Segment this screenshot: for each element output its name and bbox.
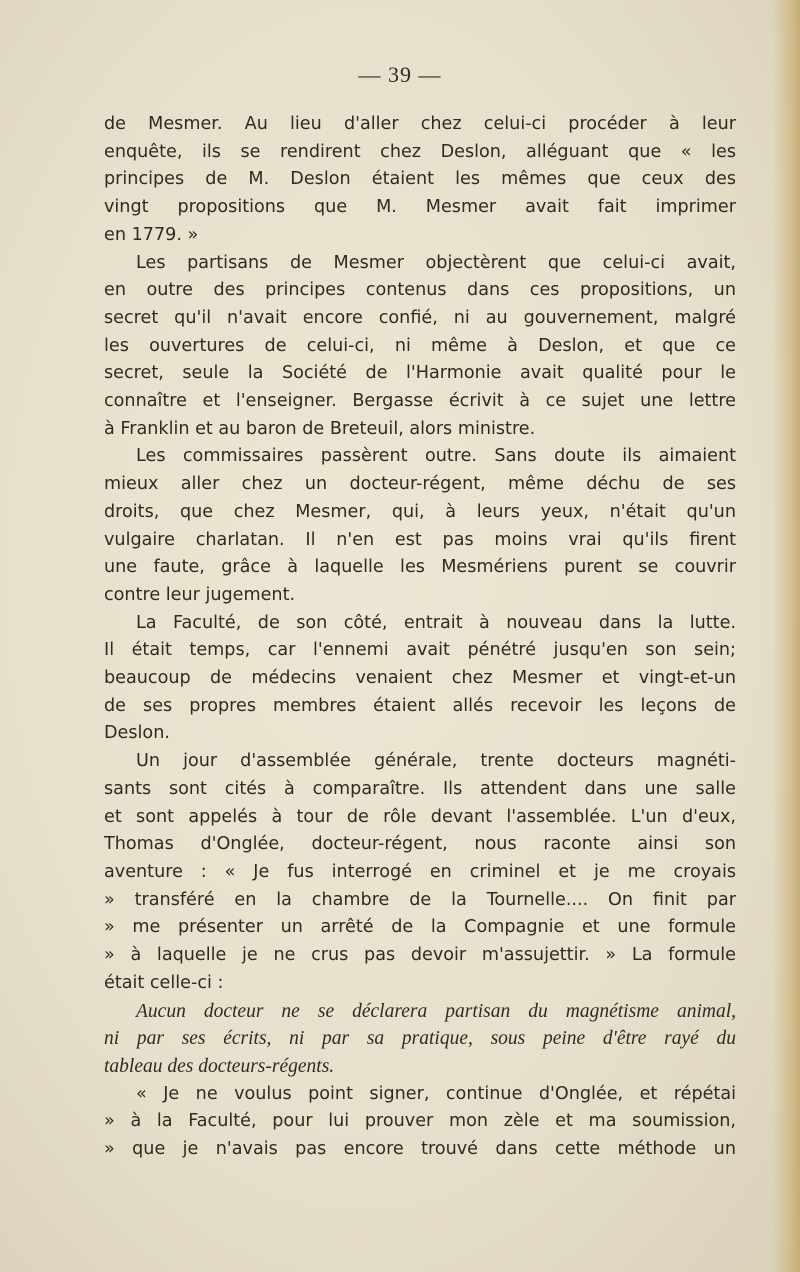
text-line: » à laquelle je ne crus pas devoir m'assujettir. » La formule bbox=[104, 945, 736, 966]
text-line: et sont appelés à tour de rôle devant l'assemblée. L'un d'eux, bbox=[104, 806, 736, 827]
text-line: en outre des principes contenus dans ces propositions, un bbox=[104, 280, 736, 301]
page-number: — 39 — bbox=[358, 62, 442, 87]
text-line: Aucun docteur ne se déclarera partisan du magnétisme animal, bbox=[136, 1000, 736, 1022]
text-line: » que je n'avais pas encore trouvé dans cette méthode un bbox=[104, 1139, 736, 1160]
text-line: » me présenter un arrêté de la Compagnie et une formule bbox=[104, 917, 736, 938]
text-line: de ses propres membres étaient allés recevoir les leçons de bbox=[104, 695, 736, 716]
text-line: Un jour d'assemblée générale, trente docteurs magnéti- bbox=[136, 751, 736, 772]
text-line: était celle-ci : bbox=[104, 972, 224, 993]
text-line: mieux aller chez un docteur-régent, même déchu de ses bbox=[104, 474, 736, 495]
text-line: Thomas d'Onglée, docteur-régent, nous raconte ainsi son bbox=[104, 834, 736, 855]
text-line: enquête, ils se rendirent chez Deslon, alléguant que « les bbox=[104, 141, 736, 162]
text-line: les ouvertures de celui-ci, ni même à Deslon, et que ce bbox=[104, 335, 736, 356]
text-line: vingt propositions que M. Mesmer avait fait imprimer bbox=[104, 197, 736, 218]
text-line: » transféré en la chambre de la Tournelle.... On finit par bbox=[104, 889, 736, 910]
text-line: contre leur jugement. bbox=[104, 584, 296, 605]
text-line: ni par ses écrits, ni par sa pratique, sous peine d'être rayé du bbox=[104, 1028, 736, 1050]
text-line: de Mesmer. Au lieu d'aller chez celui-ci procéder à leur bbox=[104, 114, 736, 134]
text-line: Deslon. bbox=[104, 723, 170, 744]
page-edge-shadow bbox=[772, 0, 800, 1272]
text-line: sants sont cités à comparaître. Ils attendent dans une salle bbox=[104, 778, 736, 799]
text-line: tableau des docteurs-régents. bbox=[104, 1055, 335, 1077]
text-line: à Franklin et au baron de Breteuil, alors ministre. bbox=[104, 418, 536, 439]
text-line: Les commissaires passèrent outre. Sans doute ils aimaient bbox=[136, 446, 736, 467]
text-line: Il était temps, car l'ennemi avait pénétré jusqu'en son sein; bbox=[104, 640, 736, 661]
text-line: beaucoup de médecins venaient chez Mesmer et vingt-et-un bbox=[104, 668, 736, 689]
text-line: » à la Faculté, pour lui prouver mon zèle et ma soumission, bbox=[104, 1111, 736, 1132]
text-line: connaître et l'enseigner. Bergasse écrivit à ce sujet une lettre bbox=[104, 391, 736, 412]
text-line: aventure : « Je fus interrogé en criminel et je me croyais bbox=[104, 861, 736, 882]
text-line: La Faculté, de son côté, entrait à nouveau dans la lutte. bbox=[136, 612, 736, 633]
text-line: secret qu'il n'avait encore confié, ni au gouvernement, malgré bbox=[104, 307, 736, 328]
text-line: secret, seule la Société de l'Harmonie avait qualité pour le bbox=[104, 363, 736, 384]
text-line: droits, que chez Mesmer, qui, à leurs yeux, n'était qu'un bbox=[104, 501, 736, 522]
text-line: « Je ne voulus point signer, continue d'Onglée, et répétai bbox=[136, 1083, 736, 1104]
text-line: en 1779. » bbox=[104, 224, 199, 245]
text-line: vulgaire charlatan. Il n'en est pas moins vrai qu'ils firent bbox=[104, 529, 736, 550]
text-line: Les partisans de Mesmer objectèrent que celui-ci avait, bbox=[136, 252, 736, 273]
text-line: principes de M. Deslon étaient les mêmes que ceux des bbox=[104, 169, 736, 190]
text-line: une faute, grâce à laquelle les Mesmériens purent se couvrir bbox=[104, 557, 736, 578]
body-text bbox=[104, 111, 736, 1164]
